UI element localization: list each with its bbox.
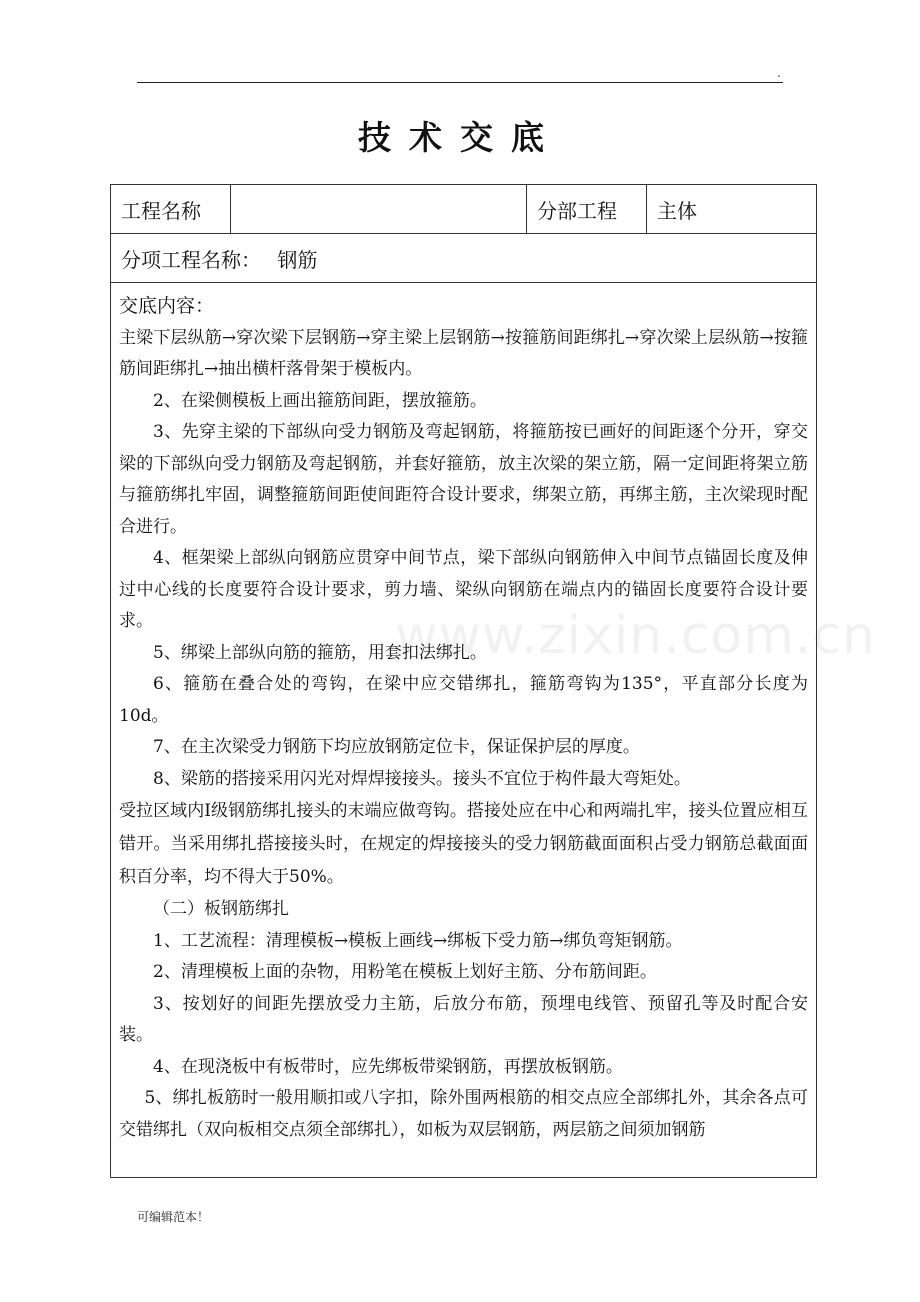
paragraph: 6、箍筋在叠合处的弯钩，在梁中应交错绑扎，箍筋弯钩为135°，平直部分长度为10d。 bbox=[119, 674, 808, 726]
paragraph: 4、框架梁上部纵向钢筋应贯穿中间节点，梁下部纵向钢筋伸入中间节点锚固长度及伸过中心线的长度要符合设计要求，剪力墙、梁纵向钢筋在端点内的锚固长度要符合设计要求。 bbox=[119, 548, 808, 631]
header-rule bbox=[137, 82, 783, 83]
subitem-row bbox=[111, 234, 817, 283]
paragraph: 1、工艺流程：清理模板→模板上画线→绑板下受力筋→绑负弯矩钢筋。 bbox=[153, 930, 683, 951]
paragraph: 3、先穿主梁的下部纵向受力钢筋及弯起钢筋，将箍筋按已画好的间距逐个分开，穿交梁的下部纵向受力钢筋及弯起钢筋，并套好箍筋，放主次梁的架立筋，隔一定间距将架立筋与箍筋绑扎牢固，调整箍筋间距使间距符合设计要求，绑架立筋，再绑主筋，主次梁现时配合进行。 bbox=[119, 422, 808, 537]
paragraph: 受拉区域内Ⅰ级钢筋绑扎接头的末端应做弯钩。搭接处应在中心和两端扎牢，接头位置应相互错开。当采用绑扎搭接接头时，在规定的焊接接头的受力钢筋截面面积占受力钢筋总截面面积百分率，均不得大于50%。 bbox=[119, 801, 808, 887]
paragraph: 5、绑扎板筋时一般用顺扣或八字扣，除外围两根筋的相交点应全部绑扎外，其余各点可交错绑扎（双向板相交点须全部绑扎），如板为双层钢筋，两层筋之间须加钢筋 bbox=[119, 1088, 808, 1140]
paragraph: 5、绑梁上部纵向筋的箍筋，用套扣法绑扎。 bbox=[153, 642, 487, 663]
division-label: 分部工程 bbox=[527, 185, 647, 234]
subitem-value: 钢筋 bbox=[277, 247, 318, 272]
content-row bbox=[111, 283, 817, 1178]
project-name-value bbox=[231, 185, 527, 234]
paragraph: 2、在梁侧模板上画出箍筋间距，摆放箍筋。 bbox=[153, 390, 487, 411]
footer-note: 可编辑范本！ bbox=[137, 1210, 210, 1224]
project-row bbox=[111, 185, 817, 234]
paragraph: 4、在现浇板中有板带时，应先绑板带梁钢筋，再摆放板钢筋。 bbox=[153, 1056, 623, 1077]
header-dot: . bbox=[777, 66, 781, 80]
subitem-label: 分项工程名称： bbox=[121, 247, 261, 272]
paragraph: 2、清理模板上面的杂物，用粉笔在模板上划好主筋、分布筋间距。 bbox=[153, 962, 657, 982]
paragraph: 3、按划好的间距先摆放受力主筋，后放分布筋，预埋电线管、预留孔等及时配合安装。 bbox=[119, 993, 808, 1045]
watermark: www.zixin.com.cn bbox=[395, 606, 876, 666]
paragraph: 主梁下层纵筋→穿次梁下层钢筋→穿主梁上层钢筋→按箍筋间距绑扎→穿次梁上层纵筋→按箍筋间距绑扎→抽出横杆落骨架于模板内。 bbox=[119, 327, 808, 379]
division-value: 主体 bbox=[647, 185, 817, 234]
section-heading: （二）板钢筋绑扎 bbox=[153, 899, 289, 919]
document-title: 技术交底 bbox=[358, 118, 562, 157]
paragraph: 8、梁筋的搭接采用闪光对焊焊接接头。接头不宜位于构件最大弯矩处。 bbox=[153, 768, 691, 789]
project-name-label: 工程名称 bbox=[111, 185, 231, 234]
content-cell bbox=[111, 283, 817, 1178]
paragraph: 7、在主次梁受力钢筋下均应放钢筋定位卡，保证保护层的厚度。 bbox=[153, 737, 640, 757]
subitem-cell bbox=[111, 234, 817, 283]
disclosure-table bbox=[110, 184, 817, 1178]
content-heading: 交底内容： bbox=[119, 295, 215, 317]
